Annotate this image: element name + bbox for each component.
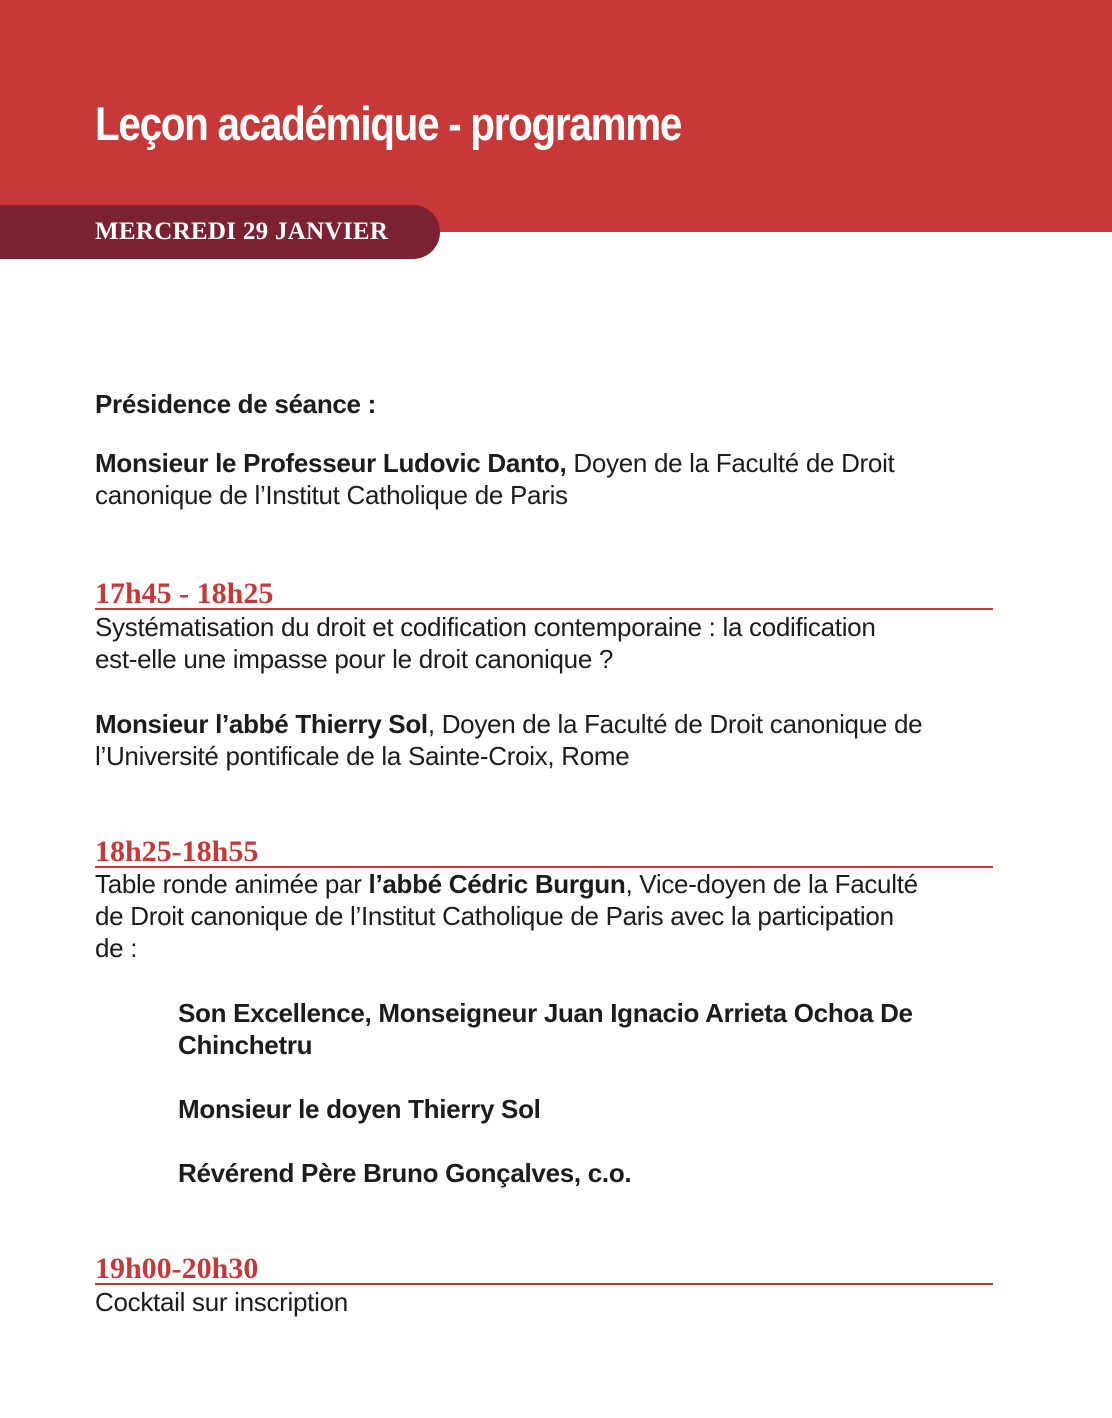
presidence-role: Doyen de la Faculté de Droit (566, 448, 895, 478)
participant-1-line2: Chinchetru (178, 1030, 313, 1060)
session-1-speaker-line1 (95, 708, 922, 740)
session-1-speaker-line2: l’Université pontificale de la Sainte-Croix, Rome (95, 741, 630, 771)
session-2-intro-line1 (95, 868, 918, 900)
session-2-intro-suffix: , Vice-doyen de la Faculté (625, 869, 918, 899)
session-1-speaker-role: , Doyen de la Faculté de Droit canonique de (427, 709, 923, 739)
presidence-line1 (95, 447, 894, 479)
presidence-label: Présidence de séance : (95, 389, 376, 419)
presidence-name: Monsieur le Professeur Ludovic Danto, (95, 448, 567, 478)
session-2-intro-line3: de : (95, 933, 138, 963)
session-1-time: 17h45 - 18h25 (95, 577, 274, 610)
session-1-speaker-name: Monsieur l’abbé Thierry Sol (95, 709, 428, 739)
date-label: MERCREDI 29 JANVIER (95, 218, 389, 245)
session-2-moderator: l’abbé Cédric Burgun (368, 869, 626, 899)
presidence-role-line2: canonique de l’Institut Catholique de Paris (95, 480, 568, 510)
page-title: Leçon académique - programme (95, 97, 682, 150)
session-2-intro-prefix: Table ronde animée par (95, 869, 369, 899)
session-2-heading (95, 828, 993, 868)
participant-1-line1: Son Excellence, Monseigneur Juan Ignacio Arrieta Ochoa De (178, 998, 913, 1028)
session-1-title-line1: Systématisation du droit et codification contemporaine : la codification (95, 612, 876, 642)
session-1-heading (95, 570, 993, 610)
session-1-title-line2: est-elle une impasse pour le droit canonique ? (95, 644, 614, 674)
participant-2: Monsieur le doyen Thierry Sol (178, 1094, 541, 1124)
session-3-text: Cocktail sur inscription (95, 1287, 348, 1317)
session-2-time: 18h25-18h55 (95, 835, 259, 868)
session-2-intro-line2: de Droit canonique de l’Institut Catholique de Paris avec la participation (95, 901, 894, 931)
participant-3: Révérend Père Bruno Gonçalves, c.o. (178, 1158, 632, 1188)
session-3-time: 19h00-20h30 (95, 1252, 259, 1285)
session-3-heading (95, 1245, 993, 1285)
